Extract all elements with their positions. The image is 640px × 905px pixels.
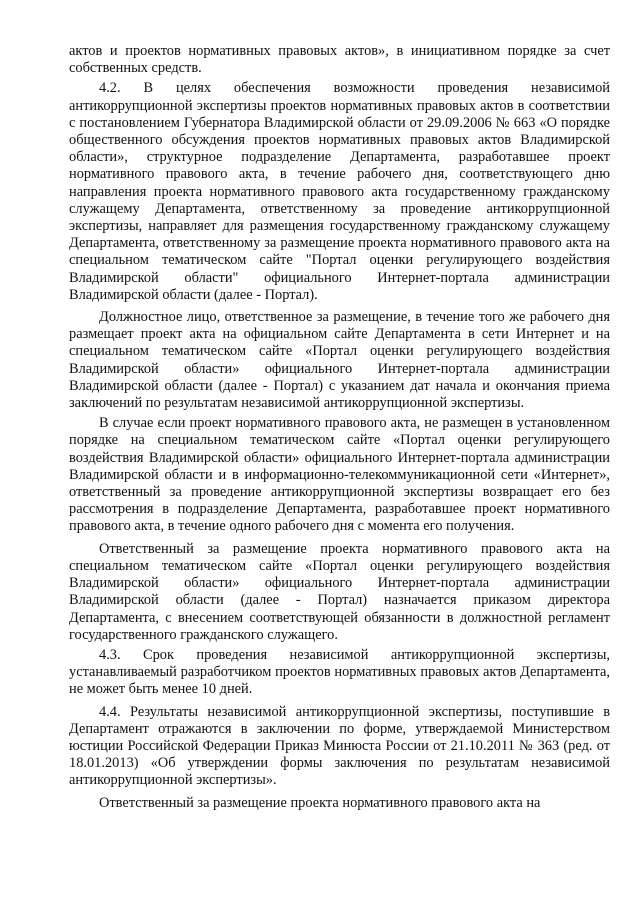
paragraph-final: Ответственный за размещение проекта нормативного правового акта на xyxy=(99,794,541,811)
paragraph-not-placed-case: В случае если проект нормативного правового акта, не размещен в установленном порядке на специальном тематическом сайте «Портал оценки регулирующего воздействия Владимирской области» официального Интернет-портала администрации Владимирской области и в информационно-телекоммуникационной сети «Интернет», ответственный за проведение антикоррупционной экспертизы возвращает его без рассмотрения в подразделение Департамента, разработавшее проект нормативного правового акта, в течение одного рабочего дня с момента его получения. xyxy=(69,415,610,535)
paragraph-continuation: актов и проектов нормативных правовых актов», в инициативном порядке за счет собственных средств. xyxy=(69,43,610,77)
paragraph-responsible-appointment: Ответственный за размещение проекта нормативного правового акта на специальном тематическом сайте «Портал оценки регулирующего воздействия Владимирской области» официального Интернет-портала администрации Владимирской области (далее - Портал) назначается приказом директора Департамента, с внесением соответствующей обязанности в должностной регламент государственного гражданского служащего. xyxy=(69,540,610,643)
paragraph-4-4: 4.4. Результаты независимой антикоррупционной экспертизы, поступившие в Департамент отражаются в заключении по форме, утверждаемой Министерством юстиции Российской Федерации Приказ Минюста России от 21.10.2011 № 363 (ред. от 18.01.2013) «Об утверждении формы заключения по результатам независимой антикоррупционной экспертизы». xyxy=(69,703,610,789)
paragraph-4-2: 4.2. В целях обеспечения возможности проведения независимой антикоррупционной экспертизы проектов нормативных правовых актов в соответствии с постановлением Губернатора Владимирской области от 29.09.2006 № 663 «О порядке общественного обсуждения проектов нормативных правовых актов Владимирской области», структурное подразделение Департамента, разработавшее проект нормативного правового акта, в течение рабочего дня, соответствующего дню направления проекта нормативного правового акта государственному гражданскому служащему Департамента, ответственному за проведение антикоррупционной экспертизы, направляет для размещения государственному гражданскому служащему Департамента, ответственному за размещение проекта нормативного правового акта на специальном тематическом сайте "Портал оценки регулирующего воздействия Владимирской области" официального Интернет-портала администрации Владимирской области (далее - Портал). xyxy=(69,80,610,303)
paragraph-official-placement: Должностное лицо, ответственное за размещение, в течение того же рабочего дня размещает проект акта на официальном сайте Департамента в сети Интернет и на специальном тематическом сайте «Портал оценки регулирующего воздействия Владимирской области» официального Интернет-портала администрации Владимирской области (далее - Портал) с указанием дат начала и окончания приема заключений по результатам независимой антикоррупционной экспертизы. xyxy=(69,309,610,412)
paragraph-4-3: 4.3. Срок проведения независимой антикоррупционной экспертизы, устанавливаемый разработчиком проектов нормативных правовых актов Департамента, не может быть менее 10 дней. xyxy=(69,646,610,698)
document-page xyxy=(69,43,610,812)
